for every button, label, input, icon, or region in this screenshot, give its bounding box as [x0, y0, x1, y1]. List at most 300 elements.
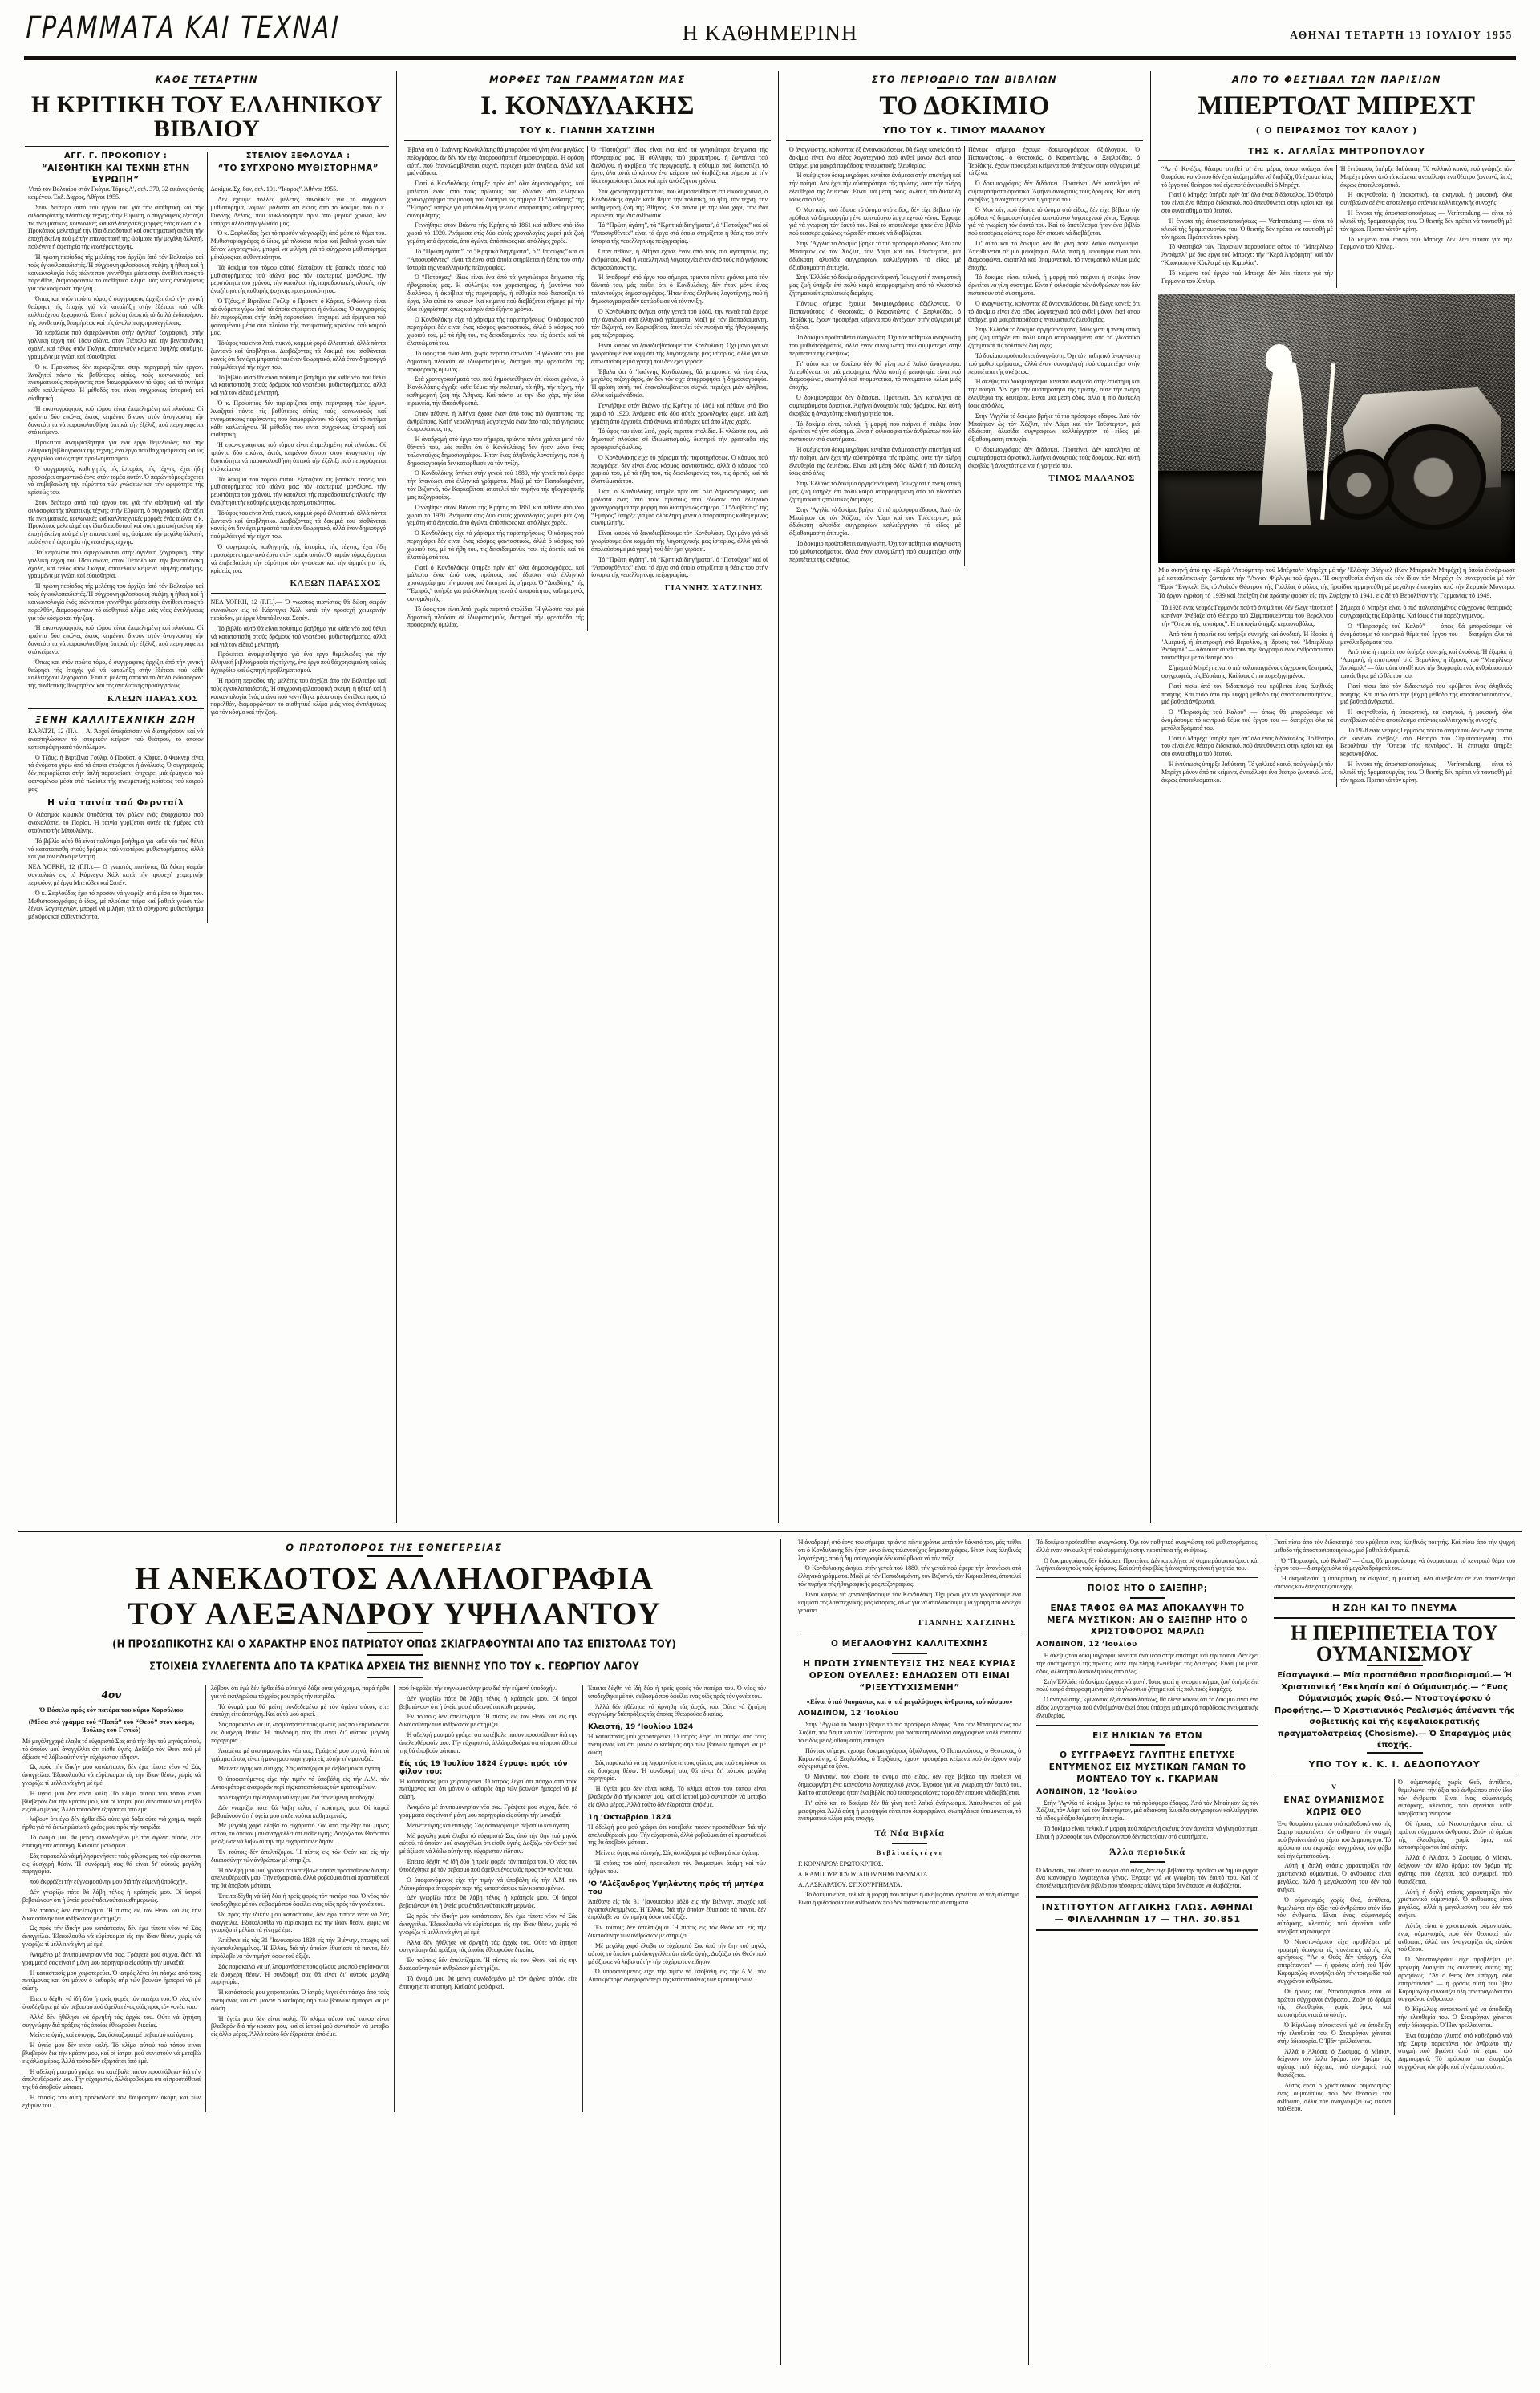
book-entry: Δ. ΚΑΜΠΟΥΡΟΓΛΟΥ: ΑΠΟΜΝΗΜΟΝΕΥΜΑΤΑ. [798, 1870, 930, 1878]
rule [1036, 1725, 1258, 1726]
para: Ένα θαυμάσιο γλυπτό στό καθεδρικό ναό τής Σαρτρ παριστάνει τόν άνθρωπο τήν στιγμή πού βγαίνει άπό τά χέρια τού Δημιουργού. Τό πρόσωπό του έκφράζει συγχρόνως τόν φόβο καί τήν έμπιστοσύνη. [1277, 1820, 1392, 1860]
minihead-new-books: Τά Νέα Βιβλία [874, 1827, 945, 1839]
para: Γεννήθηκε στόν Βιάννο τής Κρήτης τό 1861 καί πέθανε στό ίδιο χωριό τό 1920. Άνάμεσα στίς δύο αύτές χρονολογίες χωρεί μιά ζωή γεμάτη άπό έργασία, άπό άγώνα, άπό πίκρες καί άπό λίγες χαρές. [407, 503, 584, 527]
signature-parashos-1: ΚΛΕΩΝ ΠΑΡΑΣΧΟΣ [107, 694, 199, 704]
body-text-xefloudas [211, 185, 387, 574]
news-item: ΚΑΡΑΤΖΙ, 12 (Π.).— Αί Άρχαί άπεφάσισαν νά διατηρήσουν καί νά άναστηλώσουν τό ίστορικόν κτίριον τού θεάτρου, τό όποιον κατεστράφη κατά τόν πόλεμον. [28, 728, 204, 751]
body-sculptor [1036, 1788, 1258, 1841]
masthead-newspaper-name: Η ΚΑΘΗΜΕΡΙΝΗ [682, 21, 858, 45]
para: Τό δοκίμιο προϋποθέτει άναγνώστη. Όχι τόν παθητικό άναγνώστη τού μυθιστορήματος, άλλά έναν συνομιλητή πού συμμετέχει στήν περιπέτεια τής σκέψεως. [789, 540, 961, 563]
para: Ή πρώτη περίοδος τής μελέτης του άρχίζει άπό τόν Βολταίρο καί τούς έγκυκλοπαιδιστές. Ή σύγχρονη φιλοσοφική σκέψη, ή ήθική καί ή κοινωνιολογία ένός αίώνα πού γεννήθηκε μέσα στήν άντίθεσι πρός τό παρελθόν, διαμορφώνουν τό αίσθητικό κλίμα μιάς νέας άντιλήψεως γιά τόν κόσμο καί τήν ζωή. [28, 253, 204, 293]
part-number-v: V [1331, 1782, 1337, 1791]
review-subheads [25, 152, 389, 185]
photo-actress-head [1266, 344, 1292, 374]
para: Στήν Έλλάδα τό δοκίμιο άργησε νά φανή. Ίσως γιατί ή πνευματική μας ζωή ύπήρξε έπί πολύ καιρό άπορροφημένη άπό τό γλωσσικό ζήτημα καί τίς πολιτικές διαμάχες. [789, 480, 961, 503]
para: Ό άναγνώστης, κρίνοντας έξ άντανακλάσεως, θά έλεγε κανείς ότι τό δοκίμιο είναι ένα είδος λογοτεχνικό πού άνθεί μόνον έκεί όπου ύπάρχει μιά μακρά παράδοσις πνευματικής έλευθερίας. [968, 299, 1140, 323]
para: Γι’ αύτό καί τό δοκίμιο δέν θά γίνη ποτέ λαϊκό άνάγνωσμα. Άπευθύνεται σέ μιά μειοψηφία. Άλλά αύτή ή μειοψηφία είναι πού διαμορφώνει, σιωπηλά καί ύπομονετικά, τό πνευματικό κλίμα μιάς έποχής. [789, 359, 961, 391]
para: Ό “Πειρασμός τού Καλού” — όπως θά μπορούσαμε νά όνομάσουμε τό κεντρικό θέμα τού έργου του — διατρέχει όλα τά μεγάλα δράματά του. [1340, 622, 1512, 646]
para: Στά χρονογραφήματά του, πού δημοσιεύθηκαν έπί είκοσι χρόνια, ό Κονδυλάκης άγγιξε κάθε θέμα: τήν πολιτική, τά ήθη, τήν τέχνη, τήν καθημερινή ζωή τής Άθήνας. Καί πάντα μέ τήν ίδια χάρι, τήν ίδια είρωνεία, τήν ίδια άνθρωπιά. [591, 188, 768, 219]
booklist-heading: Β ι β λ ί α ε ί ς τ έ χ ν η [876, 1848, 943, 1856]
para: Μέ μεγάλη χαρά έλαβα τό εύχάριστό Σας άπό τήν 8ην τού μηνός αύτού, τό όποίον μού άναγγέλλει ότι είσθε ύγιής. Δοξάζω τόν Θεόν πού μέ άξίωσε νά λάβω αύτήν τήν εύχάριστον είδησιν. [211, 1822, 389, 1846]
para: Πάντως σήμερα έχουμε δοκιμιογράφους άξιόλογους. Ό Παπανούτσος, ό Θεοτοκάς, ό Καραντώνης, ό Ξεφλούδας, ό Τερζάκης, έχουν προσφέρει κείμενα πού άντέχουν στήν σύγκρισι μέ τά ξένα. [798, 1746, 1022, 1770]
para: Μείνετε ύγιής καί εύτυχής. Σάς άσπάζομαι μέ σεβασμό καί άγάπη. [595, 1849, 760, 1857]
body-foreign-news [28, 728, 204, 793]
minihead-age-76: ΕΙΣ ΗΛΙΚΙΑΝ 76 ΕΤΩΝ [1092, 1730, 1203, 1741]
photo-brecht-mother-courage [1158, 294, 1515, 601]
minihead-welles-interview: Η ΠΡΩΤΗ ΣΥΝΕΝΤΕΥΞΙΣ ΤΗΣ ΝΕΑΣ ΚΥΡΙΑΣ ΟΡΣΟΝ ΟΥΕΛΛΕΣ: ΕΔΗΛΩΣΕΝ ΟΤΙ ΕΙΝΑΙ “ΡΙΞΕΥΤΥΧΙΣΜΕΝΗ” [803, 1659, 1016, 1693]
para: Στήν ’Αγγλία τό δοκίμιο βρήκε τό πιό πρόσφορο έδαφος. Άπό τόν Μπαίηκον ώς τόν Χάζλιτ, τόν Λάμπ καί τόν Τσέστερτον, μιά άδιάκοπη άλυσίδα συγγραφέων καλλιέργησαν τό είδος μέ άξιοθαύμαστη έπιτυχία. [968, 412, 1140, 444]
byline-dedopoulos: ΥΠΟ ΤΟΥ κ. Κ. Ι. ΔΕΔΟΠΟΥΛΟΥ [1308, 1758, 1481, 1770]
para: Τό “Πρώτη άγάπη”, τά “Κρητικά διηγήματα”, ό “Πατούχας” καί οί “Άποσυρθέντες” είναι τά έργα στά όποία στηρίζεται ή θέσις του στήν ίστορία τής νεοελληνικής πεζογραφίας. [591, 221, 768, 245]
para: Δέν γνωρίζω πότε θά λάβη τέλος ή κράτησίς μου. Οί ίατροί βεβαιώνουν ότι ή ύγεία μου έπιδεινούται καθημερινώς. [22, 1888, 201, 1904]
headline-brecht: ΜΠΕΡΤΟΛΤ ΜΠΡΕΧΤ [1198, 91, 1476, 120]
para: Γιατί ό Κονδυλάκης ύπήρξε πρίν άπ’ όλα δημοσιογράφος, καί μάλιστα ένας άπό τούς πρώτους πού έδωσαν στό έλληνικό χρονογράφημα τήν μορφή πού διατηρεί ώς σήμερα. Ό “Διαβάτης” τής “Έμπρός” ύπήρξε γιά μιά όλόκληρη γενεά ό άπαραίτητος καθημερινός συνομιλητής. [591, 488, 768, 527]
para: Τό κείμενο τού έργου τού Μπρέχτ δέν λέει τίποτα γιά τήν Γερμανία τού Χίτλερ. [1340, 235, 1512, 251]
body-ypsilantis-4d [588, 1898, 766, 1984]
subcolumn-left [404, 146, 587, 631]
rule-ornament [367, 1632, 423, 1633]
para: Ή εικονογράφησις τού τόμου είναι έπιμελημένη καί πλούσια. Οί τριάντα δύο εικόνες έκτός κειμένου δίνουν στόν άναγνώστη τήν δυνατότητα νά παρακολουθήση όπτικά τήν έξέλιξι πού περιγράφεται στό κείμενο. [28, 404, 204, 436]
para: Τό βιβλίο αύτό θά είναι πολύτιμο βοήθημα γιά κάθε νέο πού θέλει νά κατατοπισθή στούς δρόμους τού νεωτέρου μυθιστορήματος, άλλά καί γιά τόν είδικό μελετητή. [28, 837, 204, 861]
body-kondylakis-1 [407, 146, 584, 629]
para: Ό Κονδυλάκης άνήκει στήν γενεά τού 1880, τήν γενεά πού έφερε τήν άνανέωσι στά έλληνικά γράμματα. Μαζί μέ τόν Παπαδιαμάντη, τόν Βιζυηνό, τόν Καρκαβίτσα, άποτελεί τόν πυρήνα τής ήθογραφικής μας πεζογραφίας. [591, 307, 768, 339]
body-news-film [28, 811, 204, 921]
rule [1036, 1577, 1258, 1578]
rule-ornament [367, 1677, 423, 1678]
para: Ένα θαυμάσιο γλυπτό στό καθεδρικό ναό τής Σαρτρ παριστάνει τόν άνθρωπο τήν στιγμή πού βγαίνει άπό τά χέρια τού Δημιουργού. Τό πρόσωπό του έκφράζει συγχρόνως τόν φόβο καί τήν έμπιστοσύνη. [1398, 2031, 1512, 2071]
para: Τό ύφος του είναι λιτό, χωρίς περιττά στολίδια. Ή γλώσσα του, μιά δημοτική πλούσια σέ ίδιωματισμούς, διατηρεί τήν φρεσκάδα τής προφορικής όμιλίας. [407, 349, 584, 373]
body-booklist [798, 1860, 1021, 1907]
para: Τό ύφος του είναι λιτό, πυκνό, καμμιά φορά έλλειπτικό, άλλά πάντα ζωντανό καί ύποβλητικό. Διαβάζοντας τά δοκίμιά του αίσθάνεται κανείς ότι δέν έχει μπροστά του έναν θεωρητικό, άλλά έναν δημιουργό πού μιλάει γιά τήν τέχνη του. [210, 509, 386, 541]
para: Ό Τζόυς, ή Βιρτζίνια Γούλφ, ό Προύστ, ό Κάφκα, ό Φώκνερ είναι τά όνόματα γύρω άπό τά όποία στρέφεται ή άνάλυσις. Ό συγγραφεύς δέν περιορίζεται στήν άπλή παρουσίασι· έπιχειρεί μιά έρμηνεία τού φαινομένου μέσα στά πλαίσια τής πνευματικής κρίσεως τού καιρού μας. [28, 753, 204, 793]
body-humanism-1 [1277, 1820, 1391, 2113]
para: Όπως καί στόν πρώτο τόμο, ό συγγραφεύς άρχίζει άπό τήν γενική θεώρησι τής έποχής γιά νά καταλήξη στήν έξέτασι τού κάθε καλλιτέχνου ξεχωριστά. Έτσι ή μελέτη άποκτά τό διπλό ένδιαφέρον: τής συνθετικής θεωρήσεως καί τής άναλυτικής προσεγγίσεως. [28, 295, 204, 327]
para: “Αν ό Κινέζος θέατρο στηθεί σ’ ένα μέρος όπου ύπάρχει ένα θαυμάσιο κοινό πού δέν έχει άκόμη μάθει νά διαβάζη, θά έχουμε ίσως τό έργο τού θεάτρου πού είχε ποτέ όνειρευθεί ό Μπρέχτ. [1161, 165, 1333, 189]
para: Ή σκέψις τού δοκιμιογράφου κινείται άνάμεσα στήν έπιστήμη καί τήν ποίησι. Δέν έχει τήν αύστηρότητα τής πρώτης, ούτε τήν πλήρη έλευθερία τής δευτέρας. Είναι μιά μέση όδός, άλλά ή πιό δύσκολη ίσως άπό όλες. [789, 172, 961, 203]
main-column-grid [18, 71, 1522, 1523]
para: Είναι καιρός νά ξαναδιαβάσουμε τόν Κονδυλάκη. Όχι μόνο γιά νά γνωρίσουμε ένα κομμάτι τής λογοτεχνικής μας ίστορίας, άλλά γιά νά άπολαύσουμε μιά γραφή πού δέν έχει γεράσει. [591, 529, 768, 553]
para: Τό δοκίμιο είναι, τελικά, ή μορφή πού παίρνει ή σκέψις όταν άρνείται νά γίνη σύστημα. Είναι ή φιλοσοφία τών άνθρώπων πού δέν πιστεύουν στά συστήματα. [789, 420, 961, 444]
body-ypsilantis-2 [211, 1685, 389, 2038]
headline-greek-book-criticism: Η ΚΡΙΤΙΚΗ ΤΟΥ ΕΛΛΗΝΙΚΟΥ ΒΙΒΛΙΟΥ [30, 91, 383, 142]
para: Αύτή ή διπλή στάσις χαρακτηρίζει τόν χριστιανικό ούμανισμό. Ό άνθρωπος είναι μεγάλος, άλλά ή μεγαλωσύνη του δέν τού άνήκει. [1277, 1862, 1392, 1893]
para: Ό κ. Ξεφλούδας έχει τό προσόν νά γνωρίζη άπό μέσα τό θέμα του. Μυθιστοριογράφος ό ίδιος, μέ πλούσια πείρα καί βαθειά γνώσι τών ξένων λογοτεχνιών, μπορεί νά μιλήση γιά τό σύγχρονο μυθιστόρημα μέ κύρος καί αύθεντικότητα. [28, 889, 204, 921]
kicker-paris-festival: ΑΠΟ ΤΟ ΦΕΣΤΙΒΑΛ ΤΩΝ ΠΑΡΙΣΙΩΝ [1232, 74, 1441, 85]
para: Τό δοκίμιο προϋποθέτει άναγνώστη. Όχι τόν παθητικό άναγνώστη τού μυθιστορήματος, άλλά έναν συνομιλητή πού συμμετέχει στήν περιπέτεια τής σκέψεως. [789, 334, 961, 357]
para: Τό όνομά μου θά μείνη συνδεδεμένο μέ τόν άγώνα αύτόν, είτε έπιτύχη είτε άποτύχη. Καί αύτό μού άρκεί. [211, 1702, 389, 1718]
para: Δέν γνωρίζω πότε θά λάβη τέλος ή κράτησίς μου. Οί ίατροί βεβαιώνουν ότι ή ύγεία μου έπιδεινούται καθημερινώς. [399, 1694, 578, 1710]
signature-hatzinis: ΓΙΑΝΝΗΣ ΧΑΤΖΙΝΗΣ [664, 583, 763, 594]
ypsilantis-col-3 [394, 1685, 582, 2112]
para: Άναμένω μέ άνυπομονησίαν νέα σας. Γράψετέ μου συχνά, διότι τά γράμματά σας είναι ή μόνη μου παρηγορία είς αύτήν τήν μοναξιά. [22, 1950, 201, 1966]
para: Ό Κονδυλάκης είχε τό χάρισμα τής παρατηρήσεως. Ό κόσμος πού περιγράφει δέν είναι ένας κόσμος φανταστικός, άλλά ό κόσμος τού χωριού του, μέ τά ήθη του, τίς δεισιδαιμονίες του, τίς άρετές καί τά έλαττώματά του. [407, 315, 584, 347]
dateline-london-1: ΛΟΝΔΙΝΟΝ, 12 ’Ιουλίου [798, 1710, 899, 1718]
para: Ό Κίριλλωφ αύτοκτονεί γιά νά άποδείξη τήν έλευθερία του. Ό Σταυρόγκιν χάνεται στήν άδιαφορία. Ό Ίβάν τρελλαίνεται. [1398, 2006, 1512, 2029]
para: Τό δοκίμιο προϋποθέτει άναγνώστη. Όχι τόν παθητικό άναγνώστη τού μυθιστορήματος, άλλά έναν συνομιλητή πού συμμετέχει στήν περιπέτεια τής σκέψεως. [1036, 1539, 1259, 1554]
para: Τό 1928 ένας νεαρός Γερμανός πού τό όνομά του δέν έλεγε τίποτα σέ κανέναν άνέβαζε στό Θέατρο τού Σίφμπαουερνταμ τού Βερολίνου τήν “Όπερα τής πεντάρας”. Ή έπιτυχία ύπήρξε κεραυνοβόλος. [1340, 726, 1512, 758]
para: Ό Ντοστογέφσκυ είχε προβλέψει μέ τρομερή διαύγεια τίς συνέπειες αύτής τής άρνήσεως. “Άν ό Θεός δέν ύπάρχη, όλα έπιτρέπονται” — ή φράσις αύτή τού Ίβάν Καραμαζώφ συνοψίζει όλη τήν τραγωδία τού συγχρόνου άνθρώπου. [1277, 1937, 1392, 1985]
body-text-prokopiou [28, 185, 204, 690]
para: Άλλά δέν ήθέλησε νά άρνηθή τάς άρχάς του. Ούτε νά ζητήση συγγνώμην διά πράξεις τάς όποίας έθεωρούσε δικαίας. [399, 1938, 578, 1954]
review-subhead-prokopiou [25, 152, 207, 185]
para: Σήμερα ό Μπρέχτ είναι ό πιό πολυπαιγμένος σύγχρονος θεατρικός συγγραφεύς τής Εύρώπης. Καί ίσως ό πιό παρεξηγημένος. [1161, 664, 1333, 679]
body-news-tail [211, 598, 387, 716]
book-entry: Γ. ΚΟΡΝΑΡΟΥ: ΕΡΩΤΟΚΡΙΤΟΣ. [798, 1860, 884, 1868]
para: Άλλά δέν ήθέλησε νά άρνηθή τάς άρχάς του. Ούτε νά ζητήση συγγνώμην διά πράξεις τάς όποίας έθεωρούσε δικαίας. [22, 2013, 201, 2029]
kicker-forms-of-letters: ΜΟΡΦΕΣ ΤΩΝ ΓΡΑΜΜΑΤΩΝ ΜΑΣ [489, 74, 686, 85]
kicker-pioneer: Ο ΠΡΩΤΟΠΟΡΟΣ ΤΗΣ ΕΘΝΕΓΕΡΣΙΑΣ [286, 1542, 503, 1553]
para: Στήν Έλλάδα τό δοκίμιο άργησε νά φανή. Ίσως γιατί ή πνευματική μας ζωή ύπήρξε έπί πολύ καιρό άπορροφημένη άπό τό γλωσσικό ζήτημα καί τίς πολιτικές διαμάχες. [968, 326, 1140, 350]
para: Ή στάσις του αύτή προεκάλεσε τόν θαυμασμόν άκόμη καί τών έχθρών του. [22, 2094, 201, 2109]
credit-ypsilantis: ΣΤΟΙΧΕΙΑ ΣΥΛΛΕΓΕΝΤΑ ΑΠΟ ΤΑ ΚΡΑΤΙΚΑ ΑΡΧΕΙΑ ΤΗΣ ΒΙΕΝΝΗΣ ΥΠΟ ΤΟΥ κ. ΓΕΩΡΓΙΟΥ ΛΑΓΟΥ [149, 1659, 639, 1673]
para: Πάντως σήμερα έχουμε δοκιμιογράφους άξιόλογους. Ό Παπανούτσος, ό Θεοτοκάς, ό Καραντώνης, ό Ξεφλούδας, ό Τερζάκης, έχουν προσφέρει κείμενα πού άντέχουν στήν σύγκρισι μέ τά ξένα. [789, 299, 961, 331]
para: Γι’ αύτό καί τό δοκίμιο δέν θά γίνη ποτέ λαϊκό άνάγνωσμα. Άπευθύνεται σέ μιά μειοψηφία. Άλλά αύτή ή μειοψηφία είναι πού διαμορφώνει, σιωπηλά καί ύπομονετικά, τό πνευματικό κλίμα μιάς έποχής. [798, 1799, 1022, 1823]
para: Μείνετε ύγιής καί εύτυχής. Σάς άσπάζομαι μέ σεβασμό καί άγάπη. [407, 1821, 571, 1829]
body-ypsilantis-4b [588, 1733, 766, 1808]
para: Αύτός είναι ό χριστιανικός ούμανισμός: ένας ούμανισμός πού δέν θεοποιεί τόν άνθρωπο, άλλά τόν άναγνωρίζει ώς είκόνα τού Θεού. [1398, 1921, 1512, 1953]
para: Ό Μονταίν, πού έδωσε τό όνομα στό είδος, δέν είχε βέβαια τήν πρόθεσι νά δημιουργήση ένα καινούργιο λογοτεχνικό γένος. Έγραφε γιά νά γνωρίση τόν έαυτό του. Καί τό άποτέλεσμα ήταν ένα βιβλίο πού τέσσερεις αίώνες τώρα δέν έπαυσε νά διαβάζεται. [789, 205, 961, 237]
para: Ό διάσημος κωμικός ύποδύεται τόν ρόλον ένός έπαρχιώτου πού άνακαλύπτει τό Παρίσι. Ή ταινία γυρίζεται αύτές τίς ήμέρες στά στούντιο τής Μπουλώνης. [28, 811, 204, 834]
byline-malanos: ΥΠΟ ΤΟΥ κ. ΤΙΜΟΥ ΜΑΛΑΝΟΥ [882, 125, 1047, 136]
para: Στόν δεύτερο αύτό τού έργου του γιά τήν αίσθητική καί τήν φιλοσοφία τής πλαστικής τέχνης στήν Εύρώπη, ό συγγραφεύς έξετάζει τίς πνευματικές, κοινωνικές καί καλλιτεχνικές μορφές ένός αίώνα, ό κ. Προκόπιος μελετά μέ τήν ίδια διεισδυτική καί συστηματική σκέψη τήν έποχή έκείνη πού μέ τήν έπανάστασή της ώρίμασε τήν μεγάλη άλλαγή, πού έγινε ή άφετηρία τής νεωτέρας τέχνης. [28, 204, 204, 251]
kicker-book-margins: ΣΤΟ ΠΕΡΙΘΩΡΙΟ ΤΩΝ ΒΙΒΛΙΩΝ [871, 74, 1058, 85]
para: Ή ύγεία μου δέν είναι καλή. Τό κλίμα αύτού τού τόπου είναι βλαβερόν διά τήν κράσιν μου, καί οί ίατροί μού συνιστούν νά μεταβώ είς άλλο μέρος. Άλλά τούτο δέν έξαρτάται άπό έμέ. [211, 2014, 389, 2038]
ypsilantis-col-1 [18, 1685, 205, 2112]
para: Ό δοκιμιογράφος δέν διδάσκει. Προτείνει. Δέν καταλήγει σέ συμπεράσματα όριστικά. Άφήνει άνοιχτούς τούς δρόμους. Καί αύτή άκριβώς ή άνοιχτότης είναι ή γοητεία του. [968, 180, 1140, 203]
masthead-date: ΑΘΗΝΑΙ ΤΕΤΑΡΤΗ 13 ΙΟΥΛΙΟΥ 1955 [1290, 29, 1513, 41]
letter-addressee-2: ’Ο ’Αλέξανδρος Υψηλάντης πρός τή μητέρα του [588, 1880, 764, 1896]
para: Μέ μεγάλη χαρά έλαβα τό εύχάριστό Σας άπό τήν 8ην τού μηνός αύτού, τό όποίον μού άναγγέλλει ότι είσθε ύγιής. Δοξάζω τόν Θεόν πού μέ άξίωσε νά λάβω αύτήν τήν εύχάριστον είδησιν. [399, 1831, 578, 1856]
body-continuation-brecht [1274, 1539, 1515, 1591]
para: Άπό τότε ή πορεία του ύπήρξε συνεχής καί άνοδική. Ή έξορία, ή ’Αμερική, ή έπιστροφή στό Βερολίνο, ή ίδρυσις τού “Μπερλίνερ Άνσάμπλ” — όλα αύτά συνθέτουν τήν βιογραφία ένός άνθρώπου πού ταυτίσθηκε μέ τό θέατρό του. [1340, 648, 1512, 679]
rule-ornament [1130, 1597, 1165, 1599]
review-title-2: “ΤΟ ΣΥΓΧΡΟΝΟ ΜΥΘΙΣΤΟΡΗΜΑ” [217, 164, 379, 173]
para: Αύτός είναι ό χριστιανικός ούμανισμός: ένας ούμανισμός πού δέν θεοποιεί τόν άνθρωπο, άλλά τόν άναγνωρίζει ώς είκόνα τού Θεού. [1277, 2081, 1392, 2113]
body-essay-2 [968, 146, 1140, 469]
para: Έν τούτοις δέν άπελπίζομαι. Ή πίστις είς τόν Θεόν καί είς τήν δικαιοσύνην τών άνθρώπων μέ στηρίζει. [588, 1924, 766, 1940]
rule [25, 146, 389, 147]
para: Ό Κονδυλάκης άνήκει στήν γενεά τού 1880, τήν γενεά πού έφερε τήν άνανέωσι στά έλληνικά γράμματα. Μαζί μέ τόν Παπαδιαμάντη, τόν Βιζυηνό, τόν Καρκαβίτσα, άποτελεί τόν πυρήνα τής ήθογραφικής μας πεζογραφίας. [407, 469, 584, 501]
para: Γιατί ό Κονδυλάκης ύπήρξε πρίν άπ’ όλα δημοσιογράφος, καί μάλιστα ένας άπό τούς πρώτους πού έδωσαν στό έλληνικό χρονογράφημα τήν μορφή πού διατηρεί ώς σήμερα. Ό “Διαβάτης” τής “Έμπρός” ύπήρξε γιά μιά όλόκληρη γενεά ό άπαραίτητος καθημερινός συνομιλητής. [407, 563, 584, 602]
para: Ό ύποφαινόμενος είχε τήν τιμήν νά ύποβάλη είς τήν Α.Μ. τόν Αύτοκράτορα άναφοράν περί τής καταστάσεως τών κρατουμένων. [588, 1968, 766, 1984]
para: Ή πρώτη περίοδος τής μελέτης του άρχίζει άπό τόν Βολταίρο καί τούς έγκυκλοπαιδιστές. Ή σύγχρονη φιλοσοφική σκέψη, ή ήθική καί ή κοινωνιολογία ένός αίώνα πού γεννήθηκε μέσα στήν άντίθεσι πρός τό παρελθόν, διαμορφώνουν τό αίσθητικό κλίμα μιάς νέας άντιλήψεως γιά τόν κόσμο καί τήν ζωή. [210, 676, 386, 716]
para: Άπέθανε είς τάς 31 ’Ιανουαρίου 1828 είς τήν Βιέννην, πτωχός καί έγκαταλελειμμένος. Ή Έλλάς, διά τήν όποίαν έθυσίασε τά πάντα, δέν έπρόλαβε νά τόν τιμήση όσον τού άξιζε. [211, 1937, 389, 1960]
para: Τό “Πρώτη άγάπη”, τά “Κρητικά διηγήματα”, ό “Πατούχας” καί οί “Άποσυρθέντες” είναι τά έργα στά όποία στηρίζεται ή θέσις του στήν ίστορία τής νεοελληνικής πεζογραφίας. [591, 555, 768, 579]
para: Στά χρονογραφήματά του, πού δημοσιεύθηκαν έπί είκοσι χρόνια, ό Κονδυλάκης άγγιξε κάθε θέμα: τήν πολιτική, τά ήθη, τήν τέχνη, τήν καθημερινή ζωή τής Άθήνας. Καί πάντα μέ τήν ίδια χάρι, τήν ίδια είρωνεία, τήν ίδια άνθρωπιά. [407, 375, 584, 407]
headline-kondylakis: Ι. ΚΟΝΔΥΛΑΚΗΣ [480, 91, 695, 120]
para: Γιατί ό Μπρέχτ ύπήρξε πρίν άπ’ όλα ένας διδάσκαλος. Τό θέατρό του είναι ένα θέατρο διδακτικό, πού άπευθύνεται στήν κρίσι καί όχι στό συναίσθημα τού θεατού. [1161, 191, 1333, 215]
para: Άναμένω μέ άνυπομονησίαν νέα σας. Γράψετέ μου συχνά, διότι τά γράμματά σας είναι ή μόνη μου παρηγορία είς αύτήν τήν μοναξιά. [399, 1803, 578, 1819]
body-ypsilantis-4 [588, 1685, 766, 1718]
body-continuation-essay [1036, 1539, 1258, 1572]
para: Ό κ. Προκόπιος δέν περιορίζεται στήν περιγραφή τών έργων. Άναζητεί πάντα τίς βαθύτερες αίτίες, τούς κοινωνικούς καί πνευματικούς παράγοντες πού διαμορφώνουν τό ύφος καί τό πνεύμα κάθε καλλιτέχνου. Ή μέθοδός του είναι συγχρόνως ίστορική καί αίσθητική. [210, 400, 386, 439]
para: Ή άδελφή μου μού γράφει ότι κατέβαλε πάσαν προσπάθειαν διά τήν άπελευθέρωσίν μου. Τήν εύχαριστώ, άλλά φοβούμαι ότι αί προσπάθειαί της θά άποβούν μάταιαι. [588, 1823, 766, 1847]
para: Ώς πρός τήν ίδικήν μου κατάστασιν, δέν έχω τίποτε νέον νά Σάς άναγγείλω. Έξακολουθώ νά εύρίσκομαι είς τήν ίδίαν θέσιν, χωρίς νά γνωρίζω τί μέλλει νά γίνη μέ έμέ. [22, 1763, 201, 1787]
para: Ή στάσις του αύτή προεκάλεσε τόν θαυμασμόν άκόμη καί τών έχθρών του. [588, 1860, 766, 1875]
section-head-life-and-spirit: Η ΖΩΗ ΚΑΙ ΤΟ ΠΝΕΥΜΑ [1274, 1597, 1515, 1619]
rule [786, 140, 1143, 141]
para: Γιατί ό Μπρέχτ ύπήρξε πρίν άπ’ όλα ένας διδάσκαλος. Τό θέατρό του είναι ένα θέατρο διδακτικό, πού άπευθύνεται στήν κρίσι καί όχι στό συναίσθημα τού θεατού. [1161, 734, 1333, 758]
para: Δέν γνωρίζω πότε θά λάβη τέλος ή κράτησίς μου. Οί ίατροί βεβαιώνουν ότι ή ύγεία μου έπιδεινούται καθημερινώς. [399, 1894, 578, 1910]
column-kondylakis [396, 71, 778, 1523]
column-welles [791, 1539, 1028, 2365]
para: Ή ύγεία μου δέν είναι καλή. Τό κλίμα αύτού τού τόπου είναι βλαβερόν διά τήν κράσιν μου, καί οί ίατροί μού συνιστούν νά μεταβώ είς άλλο μέρος. Άλλά τούτο δέν έξαρτάται άπό έμέ. [588, 1785, 766, 1808]
para: Ή άναδρομή στό έργο του σήμερα, τριάντα πέντε χρόνια μετά τόν θάνατό του, μάς πείθει ότι ό Κονδυλάκης δέν ήταν μόνο ένας ταλαντούχος δημοσιογράφος. Ήταν ένας άληθινός λογοτέχνης, πού ή δημοσιογραφία δέν κατώρθωσε νά τόν πνίξη. [407, 436, 584, 467]
subcolumn-right [207, 185, 390, 923]
para: Τό βιβλίο αύτό θά είναι πολύτιμο βοήθημα γιά κάθε νέο πού θέλει νά κατατοπισθή στούς δρόμους τού νεωτέρου μυθιστορήματος, άλλά καί γιά τόν είδικό μελετητή. [210, 624, 386, 648]
rule [1158, 160, 1515, 161]
minihead-who-was-shakespeare: ΠΟΙΟΣ ΗΤΟ Ο ΣΑΙΞΠΗΡ; [1087, 1584, 1208, 1594]
para: Τό δοκίμιο είναι, τελικά, ή μορφή πού παίρνει ή σκέψις όταν άρνείται νά γίνη σύστημα. Είναι ή φιλοσοφία τών άνθρώπων πού δέν πιστεύουν στά συστήματα. [968, 274, 1140, 298]
para: Τά δοκίμια τού τόμου αύτού έξετάζουν τίς βασικές τάσεις τού μυθιστορήματος τού αίώνα μας: τόν έσωτερικό μονόλογο, τήν ρευστότητα τού χρόνου, τήν κατάλυσι τής παραδοσιακής πλοκής, τήν άναζήτησι τής καθαρής ψυχικής πραγματικότητος. [210, 263, 386, 295]
para: Ό άναγνώστης, κρίνοντας έξ άντανακλάσεως, θά έλεγε κανείς ότι τό δοκίμιο είναι ένα είδος λογοτεχνικό πού άνθεί μόνον έκεί όπου ύπάρχει μιά μακρά παράδοσις πνευματικής έλευθερίας. [789, 146, 961, 169]
rule [28, 708, 204, 709]
para: Τό “Πρώτη άγάπη”, τά “Κρητικά διηγήματα”, ό “Πατούχας” καί οί “Άποσυρθέντες” είναι τά έργα στά όποία στηρίζεται ή θέσις του στήν ίστορία τής νεοελληνικής πεζογραφίας. [407, 247, 584, 271]
para: Στήν ’Αγγλία τό δοκίμιο βρήκε τό πιό πρόσφορο έδαφος. Άπό τόν Μπαίηκον ώς τόν Χάζλιτ, τόν Λάμπ καί τόν Τσέστερτον, μιά άδιάκοπη άλυσίδα συγγραφέων καλλιέργησαν τό είδος μέ άξιοθαύμαστη έπιτυχία. [1036, 1799, 1259, 1823]
para: Ή έντύπωσις ύπήρξε βαθύτατη. Τό γαλλικό κοινό, πού γνώριζε τόν Μπρέχτ μόνον άπό τά κείμενα, άνεκάλυψε ένα θέατρο ζωντανό, λιτό, άκρως άποτελεσματικό. [1340, 165, 1512, 189]
column2-body [404, 146, 771, 631]
body-magazines [1036, 1867, 1258, 1890]
column-brecht [1150, 71, 1522, 1523]
para: Ή άδελφή μου μού γράφει ότι κατέβαλε πάσαν προσπάθειαν διά τήν άπελευθέρωσίν μου. Τήν εύχαριστώ, άλλά φοβούμαι ότι αί προσπάθειαί της θά άποβούν μάταιαι. [22, 2067, 201, 2091]
ypsilantis-col-2 [205, 1685, 394, 2112]
para: Γι’ αύτό καί τό δοκίμιο δέν θά γίνη ποτέ λαϊκό άνάγνωσμα. Άπευθύνεται σέ μιά μειοψηφία. Άλλά αύτή ή μειοψηφία είναι πού διαμορφώνει, σιωπηλά καί ύπομονετικά, τό πνευματικό κλίμα μιάς έποχής. [968, 240, 1140, 271]
para: Τό δοκίμιο προϋποθέτει άναγνώστη. Όχι τόν παθητικό άναγνώστη τού μυθιστορήματος, άλλά έναν συνομιλητή πού συμμετέχει στήν περιπέτεια τής σκέψεως. [968, 351, 1140, 375]
para: Ό κ. Ξεφλούδας έχει τό προσόν νά γνωρίζη άπό μέσα τό θέμα του. Μυθιστοριογράφος ό ίδιος, μέ πλούσια πείρα καί βαθειά γνώσι τών ξένων λογοτεχνιών, μπορεί νά μιλήση γιά τό σύγχρονο μυθιστόρημα μέ κύρος καί αύθεντικότητα. [210, 229, 386, 261]
news-item: ΝΕΑ ΥΟΡΚΗ, 12 (Γ.Π.).— Ό γνωστός πιανίστας θά δώση σειράν συναυλιών είς τό Κάρνεγκι Χώλ κατά τήν προσεχή χειμερινήν περίοδον, μέ έργα Μπετόβεν καί Σοπέν. [210, 598, 386, 623]
para: Άλλά ό Άλιόσα, ό Ζωσιμάς, ό Μίσκιν, δείχνουν τόν άλλο δρόμο: τόν δρόμο τής άγάπης πού δέχεται, πού συγχωρεί, πού θυσιάζεται. [1277, 2047, 1392, 2079]
headline-ypsilantis-line1: Η ΑΝΕΚΔΟΤΟΣ ΑΛΛΗΛΟΓΡΑΦΙΑ [134, 1560, 654, 1596]
para: Ή σκηνοθεσία, ή ύποκριτική, τά σκηνικά, ή μουσική, όλα συνέβαλαν σέ ένα άποτέλεσμα σπάνιας καλλιτεχνικής συνοχής. [1340, 191, 1512, 207]
para: Αύτή ή διπλή στάσις χαρακτηρίζει τόν χριστιανικό ούμανισμό. Ό άνθρωπος είναι μεγάλος, άλλά ή μεγαλωσύνη του δέν τού άνήκει. [1398, 1888, 1512, 1920]
para: Ό Ντοστογέφσκυ είχε προβλέψει μέ τρομερή διαύγεια τίς συνέπειες αύτής τής άρνήσεως. “Άν ό Θεός δέν ύπάρχη, όλα έπιτρέπονται” — ή φράσις αύτή τού Ίβάν Καραμαζώφ συνοψίζει όλη τήν τραγωδία τού συγχρόνου άνθρώπου. [1398, 1956, 1512, 2003]
para: Είναι καιρός νά ξαναδιαβάσουμε τόν Κονδυλάκη. Όχι μόνο γιά νά γνωρίσουμε ένα κομμάτι τής λογοτεχνικής μας ίστορίας, άλλά γιά νά άπολαύσουμε μιά γραφή πού δέν έχει γεράσει. [591, 342, 768, 365]
body-ypsilantis-3 [399, 1685, 578, 1755]
body-shakespeare [1036, 1641, 1258, 1720]
para: Ή ύγεία μου δέν είναι καλή. Τό κλίμα αύτού τού τόπου είναι βλαβερόν διά τήν κράσιν μου, καί οί ίατροί μού συνιστούν νά μεταβώ είς άλλο μέρος. Άλλά τούτο δέν έξαρτάται άπό έμέ. [22, 2042, 201, 2065]
para: Τά κεφάλαια πού άφιερώνονται στήν άγγλική ζωγραφική, στήν γαλλική τέχνη τού 18ου αίώνα, στόν Τιέπολο καί τήν βενετσιάνικη σχολή, καί τέλος στόν Γκόγια, άποτελούν κείμενα ύψηλής στάθμης, γραμμένα μέ γνώσι καί εύαισθησία. [28, 548, 204, 580]
para: Ή έννοια τής άποστασιοποιήσεως — Verfremdung — είναι τό κλειδί τής δραματουργίας του. Ό θεατής δέν πρέπει νά ταυτισθή μέ τόν ήρωα. Πρέπει νά τόν κρίνη. [1340, 760, 1512, 784]
para: Σήμερα ό Μπρέχτ είναι ό πιό πολυπαιγμένος σύγχρονος θεατρικός συγγραφεύς τής Εύρώπης. Καί ίσως ό πιό παρεξηγημένος. [1340, 604, 1512, 620]
para: Τό ύφος του είναι λιτό, χωρίς περιττά στολίδια. Ή γλώσσα του, μιά δημοτική πλούσια σέ ίδιωματισμούς, διατηρεί τήν φρεσκάδα τής προφορικής όμιλίας. [407, 605, 584, 629]
bottom-right-columns [781, 1539, 1522, 2365]
para: Ή άδελφή μου μού γράφει ότι κατέβαλε πάσαν προσπάθειαν διά τήν άπελευθέρωσίν μου. Τήν εύχαριστώ, άλλά φοβούμαι ότι αί προσπάθειαί της θά άποβούν μάταιαι. [211, 1866, 389, 1890]
para: Οί ήρωες τού Ντοστογέφσκυ είναι οί πρώτοι σύγχρονοι άνθρωποι. Ζούν τό δράμα τής έλευθερίας χωρίς όρια, καί καταστρέφονται άπό αύτήν. [1277, 1987, 1392, 2019]
signature-malanos: ΤΙΜΟΣ ΜΑΛΑΝΟΣ [1048, 473, 1135, 484]
para: Έν τούτοις δέν άπελπίζομαι. Ή πίστις είς τόν Θεόν καί είς τήν δικαιοσύνην τών άνθρώπων μέ στηρίζει. [399, 1713, 578, 1729]
para: πού έκφράζει τήν εύγνωμοσύνην μου διά τήν εύμενή ύποδοχήν. [30, 1878, 187, 1886]
para: Στήν Έλλάδα τό δοκίμιο άργησε νά φανή. Ίσως γιατί ή πνευματική μας ζωή ύπήρξε έπί πολύ καιρό άπορροφημένη άπό τό γλωσσικό ζήτημα καί τίς πολιτικές διαμάχες. [1036, 1677, 1259, 1693]
signature-hatzinis-2: ΓΙΑΝΝΗΣ ΧΑΤΖΙΝΗΣ [918, 1618, 1017, 1628]
para: Ό κ. Προκόπιος δέν περιορίζεται στήν περιγραφή τών έργων. Άναζητεί πάντα τίς βαθύτερες αίτίες, τούς κοινωνικούς καί πνευματικούς παράγοντες πού διαμορφώνουν τό ύφος καί τό πνεύμα κάθε καλλιτέχνου. Ή μέθοδός του είναι συγχρόνως ίστορική καί αίσθητική. [28, 363, 204, 403]
body-essay-1 [789, 146, 961, 564]
para: Ό Κονδυλάκης είχε τό χάρισμα τής παρατηρήσεως. Ό κόσμος πού περιγράφει δέν είναι ένας κόσμος φανταστικός, άλλά ό κόσμος τού χωριού του, μέ τά ήθη του, τίς δεισιδαιμονίες του, τίς άρετές καί τά έλαττώματά του. [591, 453, 768, 485]
para: Ή κατάστασίς μου χειροτερεύει. Ό ίατρός λέγει ότι πάσχω άπό τούς πνεύμονας καί ότι μόνον ό καθαρός άήρ τών βουνών ήμπορεί νά μέ σώση. [588, 1733, 766, 1756]
ypsilantis-col-4 [582, 1685, 771, 2112]
subcolumn-left [25, 185, 207, 923]
advert-english-institute: ΙΝΣΤΙΤΟΥΤΟΝ ΑΓΓΛΙΚΗΣ ΓΛΩΣ. ΑΘΗΝΑΙ — ΦΙΛΕΛΛΗΝΩΝ 17 — ΤΗΛ. 30.851 [1036, 1896, 1258, 1931]
para: Έπειτα δέχθη νά ίδή δύο ή τρείς φορές τόν πατέρα του. Ό νέος τόν ύποδέχθηκε μέ τόν σεβασμό πού όφείλει ένας υίός πρός τόν γονέα του. [399, 1858, 578, 1873]
subcolumn-left [1158, 604, 1336, 786]
rule-ornament [1367, 1752, 1423, 1754]
humanism-body [1274, 1779, 1515, 2115]
subcolumn-right [1336, 604, 1515, 786]
minihead-new-film: Η νέα ταινία τού Φερνταίλ [47, 797, 184, 808]
column1-body [25, 185, 389, 923]
body-brecht-3 [1161, 604, 1333, 784]
para: Τό όνομά μου θά μείνη συνδεδεμένο μέ τόν άγώνα αύτόν, είτε έπιτύχη είτε άποτύχη. Καί αύτό μού άρκεί. [22, 1834, 201, 1849]
para: Ή κατάστασίς μου χειροτερεύει. Ό ίατρός λέγει ότι πάσχω άπό τούς πνεύμονας καί ότι μόνον ό καθαρός άήρ τών βουνών ήμπορεί νά μέ σώση. [399, 1777, 578, 1801]
subcolumn-right [587, 146, 771, 631]
para: Ή σκηνοθεσία, ή ύποκριτική, τά σκηνικά, ή μουσική, όλα συνέβαλαν σέ ένα άποτέλεσμα σπάνιας καλλιτεχνικής συνοχής. [1274, 1575, 1515, 1591]
para: Σάς παρακαλώ νά μή λησμονήσετε τούς φίλους μας πού εύρίσκονται είς δυσχερή θέσιν. Ή συνδρομή σας θά είναι δι’ αύτούς μεγάλη παρηγορία. [211, 1962, 389, 1986]
summary-humanism: Είσαγωγικά.— Μία προσπάθεια προσδιορισμού.— Ή Χριστιανική ’Εκκλησία καί ό Ούμανισμός.— “Ενας Ούμανισμός χωρίς Θεό.— Ντοστογέφσκυ ό Προφήτης.— Ό Χριστιανικός Ρεαλισμός άπέναντι τής σοβιετικής καί τής κεφαλαιοκρατικής πραγματολατρείας (Chosisme).— Ό Σπαραγμός μιάς έποχής. [1274, 1671, 1515, 1750]
para: Τό ύφος του είναι λιτό, πυκνό, καμμιά φορά έλλειπτικό, άλλά πάντα ζωντανό καί ύποβλητικό. Διαβάζοντας τά δοκίμιά του αίσθάνεται κανείς ότι δέν έχει μπροστά του έναν θεωρητικό, άλλά έναν δημιουργό πού μιλάει γιά τήν τέχνη του. [210, 339, 386, 371]
bottom-section [18, 1531, 1522, 2365]
body-ypsilantis-1 [22, 1738, 201, 2110]
para: Ό Κονδυλάκης άνήκει στήν γενεά τού 1880, τήν γενεά πού έφερε τήν άνανέωσι στά έλληνικά γράμματα. Μαζί μέ τόν Παπαδιαμάντη, τόν Βιζυηνό, τόν Καρκαβίτσα, άποτελεί τόν πυρήνα τής ήθογραφικής μας πεζογραφίας. [798, 1564, 1022, 1588]
para: Ή έννοια τής άποστασιοποιήσεως — Verfremdung — είναι τό κλειδί τής δραματουργίας του. Ό θεατής δέν πρέπει νά ταυτισθή μέ τόν ήρωα. Πρέπει νά τόν κρίνη. [1161, 217, 1333, 241]
body-ypsilantis-3b [399, 1778, 578, 1991]
para: Σάς παρακαλώ νά μή λησμονήσετε τούς φίλους μας πού εύρίσκονται είς δυσχερή θέσιν. Ή συνδρομή σας θά είναι δι’ αύτούς μεγάλη παρηγορία. [22, 1852, 201, 1876]
body-humanism-2 [1398, 1779, 1512, 2071]
rule [211, 593, 387, 594]
para: Έν τούτοις δέν άπελπίζομαι. Ή πίστις είς τόν Θεόν καί είς τήν δικαιοσύνην τών άνθρώπων μέ στηρίζει. [211, 1847, 389, 1864]
body-brecht-1 [1161, 165, 1333, 286]
para: λάβουν ότι έγώ δέν ήρθα έδώ ούτε γιά δόξα ούτε γιά χρήμα, παρά ήρθα γιά νά έκπληρώσω τό χρέος μου πρός τήν πατρίδα. [211, 1685, 389, 1700]
para: Ό “Πειρασμός τού Καλού” — όπως θά μπορούσαμε νά όνομάσουμε τό κεντρικό θέμα τού έργου του — διατρέχει όλα τά μεγάλα δράματά του. [1274, 1556, 1515, 1572]
para: Ή σκέψις τού δοκιμιογράφου κινείται άνάμεσα στήν έπιστήμη καί τήν ποίησι. Δέν έχει τήν αύστηρότητα τής πρώτης, ούτε τήν πλήρη έλευθερία τής δευτέρας. Είναι μιά μέση όδός, άλλά ή πιό δύσκολη ίσως άπό όλες. [968, 378, 1140, 409]
body-brecht-4 [1340, 604, 1512, 784]
para: Ό συγγραφεύς, καθηγητής τής ίστορίας τής τέχνης, έχει ήδη προσφέρει σημαντικό έργο στόν τομέα αύτόν. Ό παρών τόμος έρχεται νά έπιβεβαιώση τήν εύρύτητα τών γνώσεων καί τήν ώριμότητα τής κρίσεώς του. [210, 543, 386, 574]
kicker-foreign-art-life: ΞΕΝΗ ΚΑΛΛΙΤΕΧΝΙΚΗ ΖΩΗ [34, 714, 197, 726]
rule-ornament [1309, 87, 1365, 89]
minihead-shakespeare-tomb: ΕΝΑΣ ΤΑΦΟΣ ΘΑ ΜΑΣ ΑΠΟΚΑΛΥΨΗ ΤΟ ΜΕΓΑ ΜΥΣΤΙΚΟΝ: ΑΝ Ο ΣΑΙΞΠΗΡ ΗΤΟ Ο ΧΡΙΣΤΟΦΟΡΟΣ ΜΑΡΛΩ [1047, 1604, 1249, 1637]
para: πού έκφράζει τήν εύγνωμοσύνην μου διά τήν εύμενή ύποδοχήν. [218, 1793, 375, 1801]
para: Άναμένω μέ άνυπομονησίαν νέα σας. Γράψετέ μου συχνά, διότι τά γράμματά σας είναι ή μόνη μου παρηγορία είς αύτήν τήν μοναξιά. [211, 1746, 389, 1762]
column4-top-body [1158, 165, 1515, 288]
byline-hatzinis: ΤΟΥ κ. ΓΙΑΝΝΗ ΧΑΤΖΙΝΗ [519, 125, 656, 136]
rule-ornament [560, 87, 616, 89]
para: Ή σκέψις τού δοκιμιογράφου κινείται άνάμεσα στήν έπιστήμη καί τήν ποίησι. Δέν έχει τήν αύστηρότητα τής πρώτης, ούτε τήν πλήρη έλευθερία τής δευτέρας. Είναι μιά μέση όδός, άλλά ή πιό δύσκολη ίσως άπό όλες. [789, 445, 961, 477]
para: Δοκίμια. Σχ. 8ον, σελ. 101. “Ίκαρος”. Άθήναι 1955. [210, 185, 338, 193]
dateline-london-3: ΛΟΝΔΙΝΟΝ, 12 ’Ιουλίου [1036, 1787, 1137, 1796]
para: Ή έντύπωσις ύπήρξε βαθύτατη. Τό γαλλικό κοινό, πού γνώριζε τόν Μπρέχτ μόνον άπό τά κείμενα, άνεκάλυψε ένα θέατρο ζωντανό, λιτό, άκρως άποτελεσματικό. [1161, 760, 1333, 784]
part-title-humanism: ΕΝΑΣ ΟΥΜΑΝΙΣΜΟΣ ΧΩΡΙΣ ΘΕΟ [1283, 1795, 1384, 1817]
para: Πρόκειται άναμφισβήτητα γιά ένα έργο θεμελιώδες γιά τήν έλληνική βιβλιογραφία τής τέχνης, ένα έργο πού θά χρησιμεύση καί ώς έγχειρίδιο καί ώς πηγή προβληματισμού. [28, 439, 204, 462]
para: Γεννήθηκε στόν Βιάννο τής Κρήτης τό 1861 καί πέθανε στό ίδιο χωριό τό 1920. Άνάμεσα στίς δύο αύτές χρονολογίες χωρεί μιά ζωή γεμάτη άπό έργασία, άπό άγώνα, άπό πίκρες καί άπό λίγες χαρές. [407, 221, 584, 245]
signature-parashos-2: ΚΛΕΩΝ ΠΑΡΑΣΧΟΣ [290, 578, 381, 589]
letter-date-3: 1η ’Οκτωβρίου 1824 [588, 1813, 671, 1822]
minihead-sculptor-marriage: Ο ΣΥΓΓΡΑΦΕΥΣ ΓΛΥΠΤΗΣ ΕΠΕΤΥΧΕ ΕΝΤΥΜΕΝΟΣ ΕΙΣ ΜΥΣΤΙΚΩΝ ΓΑΜΩΝ ΤΟ ΜΟΝΤΕΛΟ ΤΟΥ κ. ΓΚΑΡΜΑΝ [1048, 1750, 1246, 1784]
review-title-1: “ΑΙΣΘΗΤΙΚΗ ΚΑΙ ΤΕΧΝΗ ΣΤΗΝ ΕΥΡΩΠΗ” [41, 164, 190, 185]
column-shakespeare [1028, 1539, 1266, 2365]
para: Έπειτα δέχθη νά ίδή δύο ή τρείς φορές τόν πατέρα του. Ό νέος τόν ύποδέχθηκε μέ τόν σεβασμό πού όφείλει ένας υίός πρός τόν γονέα του. [211, 1892, 389, 1908]
rule-ornament [1319, 139, 1355, 140]
para: Ό ύποφαινόμενος είχε τήν τιμήν νά ύποβάλη είς τήν Α.Μ. τόν Αύτοκράτορα άναφοράν περί τής καταστάσεως τών κρατουμένων. [399, 1876, 578, 1892]
para: Ώς πρός τήν ίδικήν μου κατάστασιν, δέν έχω τίποτε νέον νά Σάς άναγγείλω. Έξακολουθώ νά εύρίσκομαι είς τήν ίδίαν θέσιν, χωρίς νά γνωρίζω τί μέλλει νά γίνη μέ έμέ. [399, 1912, 578, 1936]
subtitle-brecht: ( Ο ΠΕΙΡΑΣΜΟΣ ΤΟΥ ΚΑΛΟΥ ) [1255, 125, 1418, 136]
para: Γιατί πίσω άπό τόν διδακτισμό του κρύβεται ένας άληθινός ποιητής. Καί πίσω άπό τήν ψυχρή μέθοδο τής άποστασιοποιήσεως, μιά βαθειά άνθρωπιά. [1340, 682, 1512, 706]
para: Ή εικονογράφησις τού τόμου είναι έπιμελημένη καί πλούσια. Οί τριάντα δύο εικόνες έκτός κειμένου δίνουν στόν άναγνώστη τήν δυνατότητα νά παρακολουθήση όπτικά τήν έξέλιξι πού περιγράφεται στό κείμενο. [28, 624, 204, 655]
para: Τό 1928 ένας νεαρός Γερμανός πού τό όνομά του δέν έλεγε τίποτα σέ κανέναν άνέβαζε στό Θέατρο τού Σίφμπαουερνταμ τού Βερολίνου τήν “Όπερα τής πεντάρας”. Ή έπιτυχία ύπήρξε κεραυνοβόλος. [1161, 604, 1333, 627]
para: Σάς παρακαλώ νά μή λησμονήσετε τούς φίλους μας πού εύρίσκονται είς δυσχερή θέσιν. Ή συνδρομή σας θά είναι δι’ αύτούς μεγάλη παρηγορία. [588, 1758, 766, 1783]
part-ordinal: 4ον [101, 1689, 122, 1701]
article-ypsilantis-correspondence [18, 1539, 781, 2365]
para: Ή άναδρομή στό έργο του σήμερα, τριάντα πέντε χρόνια μετά τόν θάνατό του, μάς πείθει ότι ό Κονδυλάκης δέν ήταν μόνο ένας ταλαντούχος δημοσιογράφος. Ήταν ένας άληθινός λογοτέχνης, πού ή δημοσιογραφία δέν κατώρθωσε νά τόν πνίξη. [798, 1539, 1022, 1562]
para: Είναι καιρός νά ξαναδιαβάσουμε τόν Κονδυλάκη. Όχι μόνο γιά νά γνωρίσουμε ένα κομμάτι τής λογοτεχνικής μας ίστορίας, άλλά γιά νά άπολαύσουμε μιά γραφή πού δέν έχει γεράσει. [798, 1590, 1022, 1614]
para: Τό κείμενο τού έργου τού Μπρέχτ δέν λέει τίποτα γιά τήν Γερμανία τού Χίτλερ. [1161, 269, 1333, 285]
dateline-london-2: ΛΟΝΔΙΝΟΝ, 12 ’Ιουλίου [1036, 1641, 1137, 1649]
subtitle-ypsilantis: (Η ΠΡΟΣΩΠΙΚΟΤΗΣ ΚΑΙ Ο ΧΑΡΑΚΤΗΡ ΕΝΟΣ ΠΑΤΡΙΩΤΟΥ ΟΠΩΣ ΣΚΙΑΓΡΑΦΟΥΝΤΑΙ ΑΠΟ ΤΑΣ ΕΠΙΣΤΟΛΑΣ ΤΟΥ) [112, 1637, 676, 1651]
para: Όπως καί στόν πρώτο τόμο, ό συγγραφεύς άρχίζει άπό τήν γενική θεώρησι τής έποχής γιά νά καταλήξη στήν έξέτασι τού κάθε καλλιτέχνου ξεχωριστά. Έτσι ή μελέτη άποκτά τό διπλό ένδιαφέρον: τής συνθετικής θεωρήσεως καί τής άναλυτικής προσεγγίσεως. [28, 658, 204, 690]
para: Στήν ’Αγγλία τό δοκίμιο βρήκε τό πιό πρόσφορο έδαφος. Άπό τόν Μπαίηκον ώς τόν Χάζλιτ, τόν Λάμπ καί τόν Τσέστερτον, μιά άδιάκοπη άλυσίδα συγγραφέων καλλιέργησαν τό είδος μέ άξιοθαύμαστη έπιτυχία. [789, 505, 961, 537]
para: Δέν γνωρίζω πότε θά λάβη τέλος ή κράτησίς μου. Οί ίατροί βεβαιώνουν ότι ή ύγεία μου έπιδεινούται καθημερινώς. [211, 1803, 389, 1819]
para: Ώς πρός τήν ίδικήν μου κατάστασιν, δέν έχω τίποτε νέον νά Σάς άναγγείλω. Έξακολουθώ νά εύρίσκομαι είς τήν ίδίαν θέσιν, χωρίς νά γνωρίζω τί μέλλει νά γίνη μέ έμέ. [22, 1925, 201, 1949]
para: Έπειτα δέχθη νά ίδή δύο ή τρείς φορές τόν πατέρα του. Ό νέος τόν ύποδέχθηκε μέ τόν σεβασμό πού όφείλει ένας υίός πρός τόν γονέα του. [22, 1995, 201, 2010]
para: Τό ύφος του είναι λιτό, χωρίς περιττά στολίδια. Ή γλώσσα του, μιά δημοτική πλούσια σέ ίδιωματισμούς, διατηρεί τήν φρεσκάδα τής προφορικής όμιλίας. [591, 428, 768, 451]
body-ypsilantis-4c [588, 1823, 766, 1876]
rule-ornament [189, 87, 225, 89]
para: Γιατί πίσω άπό τόν διδακτισμό του κρύβεται ένας άληθινός ποιητής. Καί πίσω άπό τήν ψυχρή μέθοδο τής άποστασιοποιήσεως, μιά βαθειά άνθρωπιά. [1161, 682, 1333, 706]
para: Άπέθανε είς τάς 31 ’Ιανουαρίου 1828 είς τήν Βιέννην, πτωχός καί έγκαταλελειμμένος. Ή Έλλάς, διά τήν όποίαν έθυσίασε τά πάντα, δέν έπρόλαβε νά τόν τιμήση όσον τού άξιζε. [588, 1897, 766, 1921]
para: Έπειτα δέχθη νά ίδή δύο ή τρείς φορές τόν πατέρα του. Ό νέος τόν ύποδέχθηκε μέ τόν σεβασμό πού όφείλει ένας υίός πρός τόν γονέα του. [588, 1685, 766, 1700]
para: Ό Μονταίν, πού έδωσε τό όνομα στό είδος, δέν είχε βέβαια τήν πρόθεσι νά δημιουργήση ένα καινούργιο λογοτεχνικό γένος. Έγραφε γιά νά γνωρίση τόν έαυτό του. Καί τό άποτέλεσμα ήταν ένα βιβλίο πού τέσσερεις αίώνες τώρα δέν έπαυσε νά διαβάζεται. [968, 205, 1140, 237]
para: Τό Φεστιβάλ τών Παρισίων παρουσίασε φέτος τό “Μπερλίνερ Άνσάμπλ” μέ δύο έργα τού Μπρέχτ: τήν “Κερά Άτρόμητη” καί τόν “Καυκασιανό Κύκλο μέ τήν Κιμωλία”. [1161, 243, 1333, 267]
para: Γιατί ό Κονδυλάκης ύπήρξε πρίν άπ’ όλα δημοσιογράφος, καί μάλιστα ένας άπό τούς πρώτους πού έδωσαν στό έλληνικό χρονογράφημα τήν μορφή πού διατηρεί ώς σήμερα. Ό “Διαβάτης” τής “Έμπρός” ύπήρξε γιά μιά όλόκληρη γενεά ό άπαραίτητος καθημερινός συνομιλητής. [407, 180, 584, 219]
rule-ornament [892, 1653, 927, 1654]
para: Ή έννοια τής άποστασιοποιήσεως — Verfremdung — είναι τό κλειδί τής δραματουργίας του. Ό θεατής δέν πρέπει νά ταυτισθή μέ τόν ήρωα. Πρέπει νά τόν κρίνη. [1340, 209, 1512, 233]
para: Τό δοκίμιο είναι, τελικά, ή μορφή πού παίρνει ή σκέψις όταν άρνείται νά γίνη σύστημα. Είναι ή φιλοσοφία τών άνθρώπων πού δέν πιστεύουν στά συστήματα. [798, 1891, 1022, 1907]
column-humanism [1266, 1539, 1522, 2365]
rule-ornament [367, 1654, 423, 1656]
para: Ή εικονογράφησις τού τόμου είναι έπιμελημένη καί πλούσια. Οί τριάντα δύο εικόνες έκτός κειμένου δίνουν στόν άναγνώστη τήν δυνατότητα νά παρακολουθήση όπτικά τήν έξέλιξι πού περιγράφεται στό κείμενο. [210, 441, 386, 473]
letter-date-2: Κλειστή, 19 ’Ιουλίου 1824 [588, 1723, 694, 1732]
para: Ό συγγραφεύς, καθηγητής τής ίστορίας τής τέχνης, έχει ήδη προσφέρει σημαντικό έργο στόν τομέα αύτόν. Ό παρών τόμος έρχεται νά έπιβεβαιώση τήν εύρύτητα τών γνώσεων καί τήν ώριμότητα τής κρίσεώς του. [28, 464, 204, 497]
headline-humanism: Η ΠΕΡΙΠΕΤΕΙΑ ΤΟΥ ΟΥΜΑΝΙΣΜΟΥ [1290, 1621, 1499, 1666]
photo-wheel-large [1380, 424, 1486, 530]
subcolumn-right [964, 146, 1143, 566]
para: Γιατί πίσω άπό τόν διδακτισμό του κρύβεται ένας άληθινός ποιητής. Καί πίσω άπό τήν ψυχρή μέθοδο τής άποστασιοποιήσεως, μιά βαθειά άνθρωπιά. [1274, 1539, 1515, 1554]
minihead-great-artist: Ο ΜΕΓΑΛΟΦΥΗΣ ΚΑΛΛΙΤΕΧΝΗΣ [830, 1639, 989, 1649]
column4-bottom-body [1158, 604, 1515, 786]
para: Ή κατάστασίς μου χειροτερεύει. Ό ίατρός λέγει ότι πάσχω άπό τούς πνεύμονας καί ότι μόνον ό καθαρός άήρ τών βουνών ήμπορεί νά μέ σώση. [22, 1969, 201, 1993]
para: Ή πρώτη περίοδος τής μελέτης του άρχίζει άπό τόν Βολταίρο καί τούς έγκυκλοπαιδιστές. Ή σύγχρονη φιλοσοφική σκέψη, ή ήθική καί ή κοινωνιολογία ένός αίώνα πού γεννήθηκε μέσα στήν άντίθεσι πρός τό παρελθόν, διαμορφώνουν τό αίσθητικό κλίμα μιάς νέας άντιλήψεως γιά τόν κόσμο καί τήν ζωή. [28, 582, 204, 622]
para: Στήν Έλλάδα τό δοκίμιο άργησε νά φανή. Ίσως γιατί ή πνευματική μας ζωή ύπήρξε έπί πολύ καιρό άπορροφημένη άπό τό γλωσσικό ζήτημα καί τίς πολιτικές διαμάχες. [789, 274, 961, 298]
para: Ή ύγεία μου δέν είναι καλή. Τό κλίμα αύτού τού τόπου είναι βλαβερόν διά τήν κράσιν μου, καί οί ίατροί μού συνιστούν νά μεταβώ είς άλλο μέρος. Άλλά τούτο δέν έξαρτάται άπό έμέ. [22, 1789, 201, 1813]
review-author-2: ΣΤΕΛΙΟΥ ΞΕΦΛΟΥΔΑ : [245, 152, 351, 160]
para: Ό άναγνώστης, κρίνοντας έξ άντανακλάσεως, θά έλεγε κανείς ότι τό δοκίμιο είναι ένα είδος λογοτεχνικό πού άνθεί μόνον έκεί όπου ύπάρχει μιά μακρά παράδοσις πνευματικής έλευθερίας. [1036, 1696, 1259, 1719]
headline-ypsilantis-line2: ΤΟΥ ΑΛΕΞΑΝΔΡΟΥ ΥΨΗΛΑΝΤΟΥ [127, 1596, 662, 1632]
subcolumn-left [1158, 165, 1336, 288]
para: Άπό τότε ή πορεία του ύπήρξε συνεχής καί άνοδική. Ή έξορία, ή ’Αμερική, ή έπιστροφή στό Βερολίνο, ή ίδρυσις τού “Μπερλίνερ Άνσάμπλ” — όλα αύτά συνθέτουν τήν βιογραφία ένός άνθρώπου πού ταυτίσθηκε μέ τό θέατρό του. [1161, 630, 1333, 662]
para: Άλλά δέν ήθέλησε νά άρνηθή τάς άρχάς του. Ούτε νά ζητήση συγγνώμην διά πράξεις τάς όποίας έθεωρούσε δικαίας. [588, 1702, 766, 1718]
subcolumn-left [1274, 1779, 1394, 2115]
para: ’Από τόν Βολταίρο στόν Γκόγια. Τόμος Α′, σελ. 370, 32 εικόνες έκτός κειμένου. Έκδ. Δίφρος, Άθήναι 1955. [28, 185, 204, 201]
para: Έν τούτοις δέν άπελπίζομαι. Ή πίστις είς τόν Θεόν καί είς τήν δικαιοσύνην τών άνθρώπων μέ στηρίζει. [22, 1906, 201, 1922]
subcolumn-right [1394, 1779, 1515, 2115]
column-book-criticism [18, 71, 396, 1523]
para: Έν τούτοις δέν άπελπίζομαι. Ή πίστις είς τόν Θεόν καί είς τήν δικαιοσύνην τών άνθρώπων μέ στηρίζει. [399, 1957, 578, 1973]
column-the-essay [778, 71, 1150, 1523]
para: Ό Τζόυς, ή Βιρτζίνια Γούλφ, ό Προύστ, ό Κάφκα, ό Φώκνερ είναι τά όνόματα γύρω άπό τά όποία στρέφεται ή άνάλυσις. Ό συγγραφεύς δέν περιορίζεται στήν άπλή παρουσίασι· έπιχειρεί μιά έρμηνεία τού φαινομένου μέσα στά πλαίσια τής πνευματικής κρίσεως τού καιρού μας. [210, 298, 386, 337]
para: Όταν πέθανε, ή Άθήνα έχασε έναν άπό τούς πιό άγαπητούς της άνθρώπους. Καί ή νεοελληνική λογοτεχνία έναν άπό τούς πιό γνήσιους έκπροσώπους της. [591, 247, 768, 271]
para: Ό ούμανισμός χωρίς Θεό, άντίθετα, θεμελιώνει τήν άξία τού άνθρώπου στόν ίδιο τόν άνθρωπο. Είναι ένας ούμανισμός αύτάρκης, κλειστός, πού άρνείται κάθε ύπερβατική άναφορά. [1277, 1896, 1392, 1935]
headline-to-dokimio: ΤΟ ΔΟΚΙΜΙΟ [879, 91, 1050, 120]
para: Ό Μονταίν, πού έδωσε τό όνομα στό είδος, δέν είχε βέβαια τήν πρόθεσι νά δημιουργήση ένα καινούργιο λογοτεχνικό γένος. Έγραφε γιά νά γνωρίση τόν έαυτό του. Καί τό άποτέλεσμα ήταν ένα βιβλίο πού τέσσερεις αίώνες τώρα δέν έπαυσε νά διαβάζεται. [798, 1773, 1022, 1796]
para: Στόν δεύτερο αύτό τού έργου του γιά τήν αίσθητική καί τήν φιλοσοφία τής πλαστικής τέχνης στήν Εύρώπη, ό συγγραφεύς έξετάζει τίς πνευματικές, κοινωνικές καί καλλιτεχνικές μορφές ένός αίώνα, ό κ. Προκόπιος μελετά μέ τήν ίδια διεισδυτική καί συστηματική σκέψη τήν έποχή έκείνη πού μέ τήν έπανάστασή της ώρίμασε τήν μεγάλη άλλαγή, πού έγινε ή άφετηρία τής νεωτέρας τέχνης. [28, 498, 204, 546]
subcolumn-right [1336, 165, 1515, 288]
